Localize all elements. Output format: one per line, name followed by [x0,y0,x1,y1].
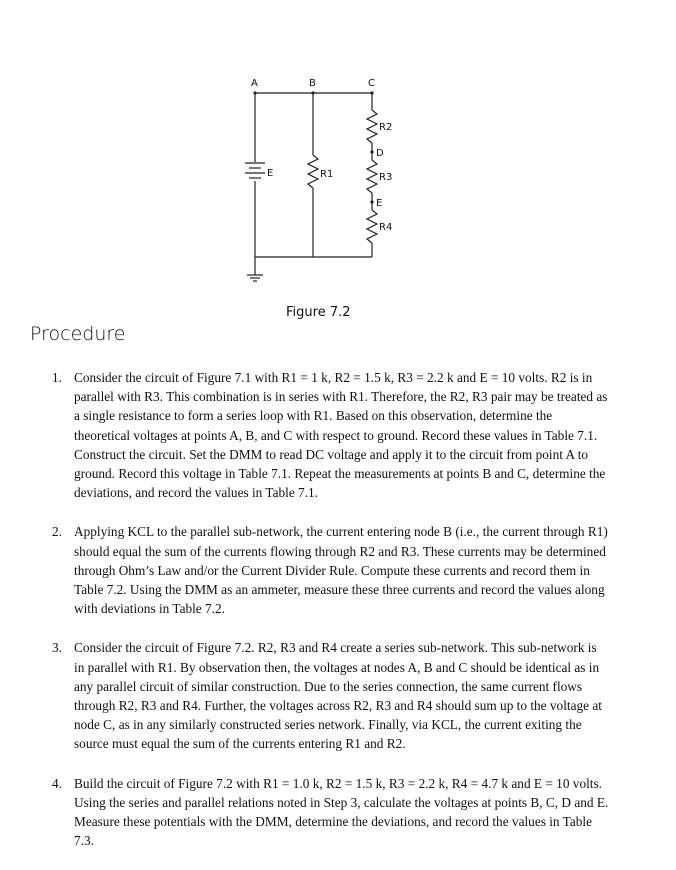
procedure-step [0,522,610,618]
r4-resistor [367,210,377,243]
step-text: Applying KCL to the parallel sub-network, the current entering node B (i.e., the current through R1) should equal the sum of the currents flowing through R2 and R3. These currents may be determined through Ohm’s Law and/or the Current Divider Rule. Compute these currents and record them in Table 7.2. Using the DMM as an ammeter, measure these three currents and record the values along with deviations in Table 7.2. [74,524,608,617]
node-d-dot [370,150,373,153]
procedure-step [0,638,610,753]
node-label-c: C [368,78,375,89]
source-label-e: E [267,168,274,179]
step-number: 4. [52,775,62,791]
step-text: Consider the circuit of Figure 7.2. R2, R3 and R4 create a series sub-network. This sub-network is in parallel with R1. By observation then, the voltages at nodes A, B and C should be identical as in any parallel circuit of similar construction. Due to the series connection, the same current flows through R2, R3 and R4. Further, the voltages across R2, R3 and R4 should sum up to the voltage at node C, as in any similarly constructed series network. Finally, via KCL, the current exiting the source must equal the sum of the currents entering R1 and R2. [74,640,602,752]
r3-resistor [367,160,377,193]
procedure-step [0,774,610,851]
resistor-label-r4: R4 [379,222,393,233]
step-text: Consider the circuit of Figure 7.1 with R1 = 1 k, R2 = 1.5 k, R3 = 2.2 k and E = 10 volts. R2 is in parallel with R3. This combination is in series with R1. Therefore, the R2, R3 pair may be treated as a single resistance to form a series loop with R1. Based on this observation, determine the theoretical voltages at points A, B, and C with respect to ground. Record these values in Table 7.1. Construct the circuit. Set the DMM to read DC voltage and apply it to the circuit from point A to ground. Record this voltage in Table 7.1. Repeat the measurements at points B and C, determine the deviations, and record the values in Table 7.1. [74,370,608,501]
step-number: 1. [52,370,62,385]
r2-resistor [367,110,377,143]
resistor-label-r1: R1 [320,169,334,180]
r1-resistor [308,155,318,188]
node-label-e: E [376,198,383,209]
node-b-dot [311,91,314,94]
procedure-step [0,368,610,502]
node-e-dot [370,200,373,203]
node-label-a: A [251,78,258,89]
figure-caption: Figure 7.2 [286,305,351,320]
procedure-steps [0,368,676,870]
node-c-dot [370,91,373,94]
section-heading: Procedure [30,323,126,345]
resistor-label-r2: R2 [379,122,393,133]
node-a-dot [253,91,256,94]
circuit-diagram [0,0,676,330]
step-text: Build the circuit of Figure 7.2 with R1 = 1.0 k, R2 = 1.5 k, R3 = 2.2 k, R4 = 4.7 k and E = 10 volts. Using the series and parallel relations noted in Step 3, calculate the voltages at points B, C, D and E. Measure these potentials with the DMM, determine the deviations, and record the values in Table 7.3. [74,775,609,849]
step-number: 2. [52,524,62,540]
node-label-d: D [376,148,384,159]
resistor-label-r3: R3 [379,172,393,183]
step-number: 3. [52,640,62,656]
node-label-b: B [309,78,316,89]
